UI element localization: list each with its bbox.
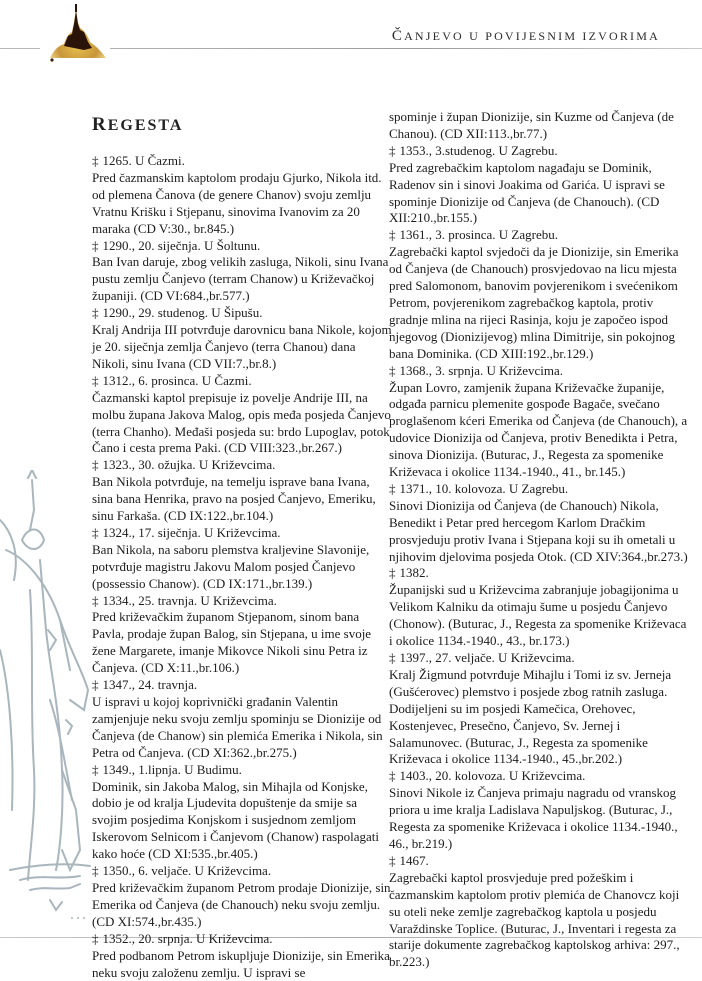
entry-summary: Župan Lovro, zamjenik župana Križevačke županije, odgađa parnicu plemenite gospođe Bagače, svečano proglašenom kćeri Emerika od Čanjeva (de Chanouch), a udovice Dionizija od Čanjeva, protiv Benedikta i Petra, sinova Dionizija. (Buturac, J., Regesta za spomenike Križevaca i okolice 1134.-1940., 41., br.145.) [389, 379, 688, 480]
entry-head-text: 1324., 17. siječnja. U Križevcima. [102, 524, 281, 540]
entry-summary: Sinovi Dionizija od Čanjeva (de Chanouch) Nikola, Benedikt i Petar pred hercegom Karlom Dračkim prosvjeduju protiv Ivana i Stjepana koji su ih ometali u njihovim djelovima posjeda Otok. (CD XIV:364.,br.273.) [389, 497, 688, 564]
dagger-icon: ‡ [389, 227, 396, 243]
dagger-icon: ‡ [92, 237, 99, 253]
entry-date-place [92, 457, 392, 474]
dagger-icon: ‡ [389, 852, 396, 868]
entry-date-place [92, 238, 392, 255]
entry-summary: Čazmanski kaptol prepisuje iz povelje Andrije III, na molbu župana Jakova Malog, opis međa posjeda Čanjevo (terra Chanho). Međaši posjeda su: brdo Lupoglav, potok Čano i cesta prema Paki. (CD VIII:323.,br.267.) [92, 389, 391, 456]
dagger-icon: ‡ [92, 761, 99, 777]
section-title [92, 116, 392, 135]
entry-head-text: 1290., 20. siječnja. U Šoltunu. [102, 237, 261, 253]
entry-date-place [389, 363, 689, 380]
dagger-icon: ‡ [92, 677, 99, 693]
entry-head-text: 1349., 1.lipnja. U Budimu. [102, 761, 242, 777]
dagger-icon: ‡ [389, 768, 396, 784]
entry-summary: Ban Nikola, na saboru plemstva kraljevine Slavonije, potvrđuje magistru Jakovu Malom posjed Čanjevo (possessio Chanow). (CD IX:171.,br.139.) [92, 541, 370, 591]
entry-head-text: 1290., 29. studenog. U Šipušu. [102, 305, 263, 321]
dagger-icon: ‡ [92, 457, 99, 473]
regesta-entry [389, 565, 689, 650]
regesta-entry [92, 931, 392, 981]
entry-date-place [92, 153, 392, 170]
dagger-icon: ‡ [92, 305, 99, 321]
entry-date-place [92, 931, 392, 948]
entry-summary: Zagrebački kaptol svjedoči da je Dionizije, sin Emerika od Čanjeva (de Chanouch) prosvjedovao na licu mjesta pred Salomonom, banovim povjerenikom i svećenikom Petrom, povjerenikom zagrebačkog kaptola, protiv gradnje mlina na rijeci Rasinja, koju je započeo ispod njegovog (Dionizijevog) mlina Dimitrije, sin pokojnog bana Dominika. (CD XIII:192.,br.129.) [389, 244, 679, 361]
entry-date-place [389, 143, 689, 160]
entry-head-text: 1361., 3. prosinca. U Zagrebu. [399, 227, 558, 243]
regesta-entry [92, 762, 392, 863]
regesta-entry [389, 363, 689, 481]
entry-summary: Zagrebački kaptol prosvjeduje pred požeškim i čazmanskim kaptolom protiv plemića de Chanovcz koji su oteli neke zemlje zagrebačkog kaptola u posjedu Varaždinske Toplice. (Buturac, J., Inventari i regesta za starije dokumente zagrebačkog kaptolskog arhiva: 297., br.223.) [389, 869, 680, 970]
regesta-list-left [92, 153, 392, 981]
entry-summary: Pred podbanom Petrom iskupljuje Dionizije, sin Emerika neku svoju založenu zemlju. U ispravi se [92, 947, 390, 980]
entry-summary: Pred čazmanskim kaptolom prodaju Gjurko, Nikola itd. od plemena Čanova (de genere Chanov) svoju zemlju Vratnu Krišku i Stjepanu, sinovima Ivanovim za 20 maraka (CD V:30., br.845.) [92, 169, 382, 236]
regesta-entry [389, 481, 689, 566]
entry-date-place [389, 565, 689, 582]
section-title-initial: R [92, 114, 108, 135]
entry-summary: Sinovi Nikole iz Čanjeva primaju nagradu od vranskog priora u ime kralja Ladislava Napuljskog. (Buturac, J., Regesta za spomenike Križevaca i okolice 1134.-1940., 46., br.219.) [389, 785, 678, 851]
entry-summary: U ispravi u kojoj koprivnički građanin Valentin zamjenjuje neku svoju zemlju spominju se Dionizije od Čanjeva (de Chanow) sin plemića Emerika i Nikola, sin Petra od Čanjeva. (CD XI:362.,br.275.) [92, 694, 383, 760]
entry-head-text: 1323., 30. ožujka. U Križevcima. [102, 457, 276, 473]
entry-summary: Pred zagrebačkim kaptolom nagađaju se Dominik, Radenov sin i sinovi Joakima od Garića. U ispravi se spominje Dionizije od Čanjeva (de Chanouch). (CD XII:210.,br.155.) [389, 159, 665, 226]
entry-date-place [389, 650, 689, 667]
dagger-icon: ‡ [92, 930, 99, 946]
dagger-icon: ‡ [389, 480, 396, 496]
entry-head-text: 1265. U Čazmi. [102, 153, 185, 168]
regesta-entry [389, 853, 689, 971]
regesta-entry [389, 768, 689, 853]
entry-summary: Ban Nikola potvrđuje, na temelju isprave bana Ivana, sina bana Henrika, pravo na posjed Čanjevo, Emeriku, sinu Farkaša. (CD IX:122.,br.104.) [92, 474, 376, 524]
entry-head-text: 1397., 27. veljače. U Križevcima. [399, 650, 575, 665]
regesta-entry [92, 863, 392, 931]
running-header-title [392, 28, 660, 45]
regesta-entry [92, 153, 392, 238]
entry-date-place [389, 768, 689, 785]
dagger-icon: ‡ [92, 524, 99, 540]
entry-head-text: 1334., 25. travnja. U Križevcima. [102, 592, 277, 608]
entry-head-text: 1347., 24. travnja. [102, 677, 198, 693]
entry-head-text: 1403., 20. kolovoza. U Križevcima. [399, 768, 586, 784]
dagger-icon: ‡ [389, 565, 396, 581]
entry-date-place [389, 853, 689, 870]
entry-summary: Kralj Andrija III potvrđuje darovnicu bana Nikole, kojom je 20. siječnja zemlja Čanjevo (terra Chanou) dana Nikoli, sinu Ivana (CD VII:7.,br.8.) [92, 322, 392, 371]
right-column [389, 109, 689, 971]
dagger-icon: ‡ [389, 650, 396, 665]
dagger-icon: ‡ [92, 153, 99, 168]
regesta-entry [92, 373, 392, 458]
entry-date-place [92, 762, 392, 779]
regesta-entry [92, 677, 392, 762]
entry-date-place [92, 593, 392, 610]
dagger-icon: ‡ [92, 863, 99, 879]
regesta-entry [389, 650, 689, 768]
dagger-icon: ‡ [389, 362, 396, 378]
entry-summary: Kralj Žigmund potvrđuje Mihajlu i Tomi iz sv. Jerneja (Gušćerovec) plemstvo i posjede zbog ratnih zasluga. Dodijeljeni su im posjedi Kamečica, Orehovec, Kostenjevec, Presečno, Čanjevo, Sv. Jernej i Salamunovec. (Buturac, J., Regesta za spomenike Križevaca i okolice 1134.-1940., 45.,br.202.) [389, 666, 672, 767]
regesta-entry [389, 227, 689, 362]
header-title-initial: Č [391, 28, 405, 44]
entry-date-place [92, 305, 392, 322]
regesta-entry [92, 238, 392, 306]
dagger-icon: ‡ [92, 372, 99, 388]
entry-summary: Županijski sud u Križevcima zabranjuje jobagijonima u Velikom Kalniku da otimaju šume u posjedu Čanjevo (Chonow). (Buturac, J., Regesta za spomenike Križevaca i okolice 1134.-1940., 43., br.173.) [389, 582, 687, 649]
entry-date-place [389, 227, 689, 244]
regesta-entry [389, 143, 689, 228]
regesta-entry [389, 109, 689, 143]
medieval-figure-sketch [0, 470, 92, 940]
regesta-entry [92, 305, 392, 373]
entry-date-place [92, 373, 392, 390]
entry-date-place [92, 525, 392, 542]
regesta-entry [92, 525, 392, 593]
entry-head-text: 1371., 10. kolovoza. U Zagrebu. [399, 480, 569, 496]
entry-date-place [92, 863, 392, 880]
entry-head-text: 1312., 6. prosinca. U Čazmi. [102, 372, 252, 388]
entry-summary: Dominik, sin Jakoba Malog, sin Mihajla od Konjske, dobio je od kralja Ljudevita dopuštenje da smije sa svojim posjedima Konjskom i susjednom zemljom Iskerovom Selnicom i Čanjevom (Chanow) raspolagati kako hoće (CD XI:535.,br.405.) [92, 778, 380, 862]
dagger-icon: ‡ [92, 592, 99, 608]
entry-head-text: 1382. [399, 565, 429, 581]
entry-head-text: 1350., 6. veljače. U Križevcima. [102, 863, 272, 879]
entry-date-place [389, 481, 689, 498]
entry-summary: Pred križevačkim županom Stjepanom, sinom bana Pavla, prodaje župan Balog, sin Stjepana, u ime svoje žene Margarete, imanje Mikovce Nikoli sinu Petra iz Čanjeva. (CD X:11.,br.106.) [92, 609, 372, 676]
entry-summary: Ban Ivan daruje, zbog velikih zasluga, Nikoli, sinu Ivana pustu zemlju Čanjevo (terram Chanow) u Križevačkoj županiji. (CD VI:684.,br.577.) [92, 254, 389, 304]
section-title-rest: EGESTA [107, 117, 184, 134]
entry-head-text: 1467. [399, 852, 429, 868]
regesta-entry [92, 457, 392, 525]
entry-head-text: 1353., 3.studenog. U Zagrebu. [399, 142, 558, 158]
dagger-icon: ‡ [389, 142, 396, 158]
header-title-rest: ANJEVO U POVIJESNIM IZVORIMA [404, 29, 660, 43]
entry-summary: spominje i župan Dionizije, sin Kuzme od Čanjeva (de Chanou). (CD XII:113.,br.77.) [389, 109, 674, 141]
entry-head-text: 1368., 3. srpnja. U Križevcima. [399, 362, 564, 378]
entry-date-place [92, 677, 392, 694]
castle-hill-icon [44, 2, 110, 62]
left-column [92, 116, 392, 981]
entry-summary: Pred križevačkim županom Petrom prodaje Dionizije, sin Emerika od Čanjeva (de Chanouch) neku svoju zemlju. (CD XI:574.,br.435.) [92, 879, 391, 929]
regesta-entry [92, 593, 392, 678]
entry-head-text: 1352., 20. srpnja. U Križevcima. [102, 930, 273, 946]
regesta-list-right [389, 109, 689, 971]
